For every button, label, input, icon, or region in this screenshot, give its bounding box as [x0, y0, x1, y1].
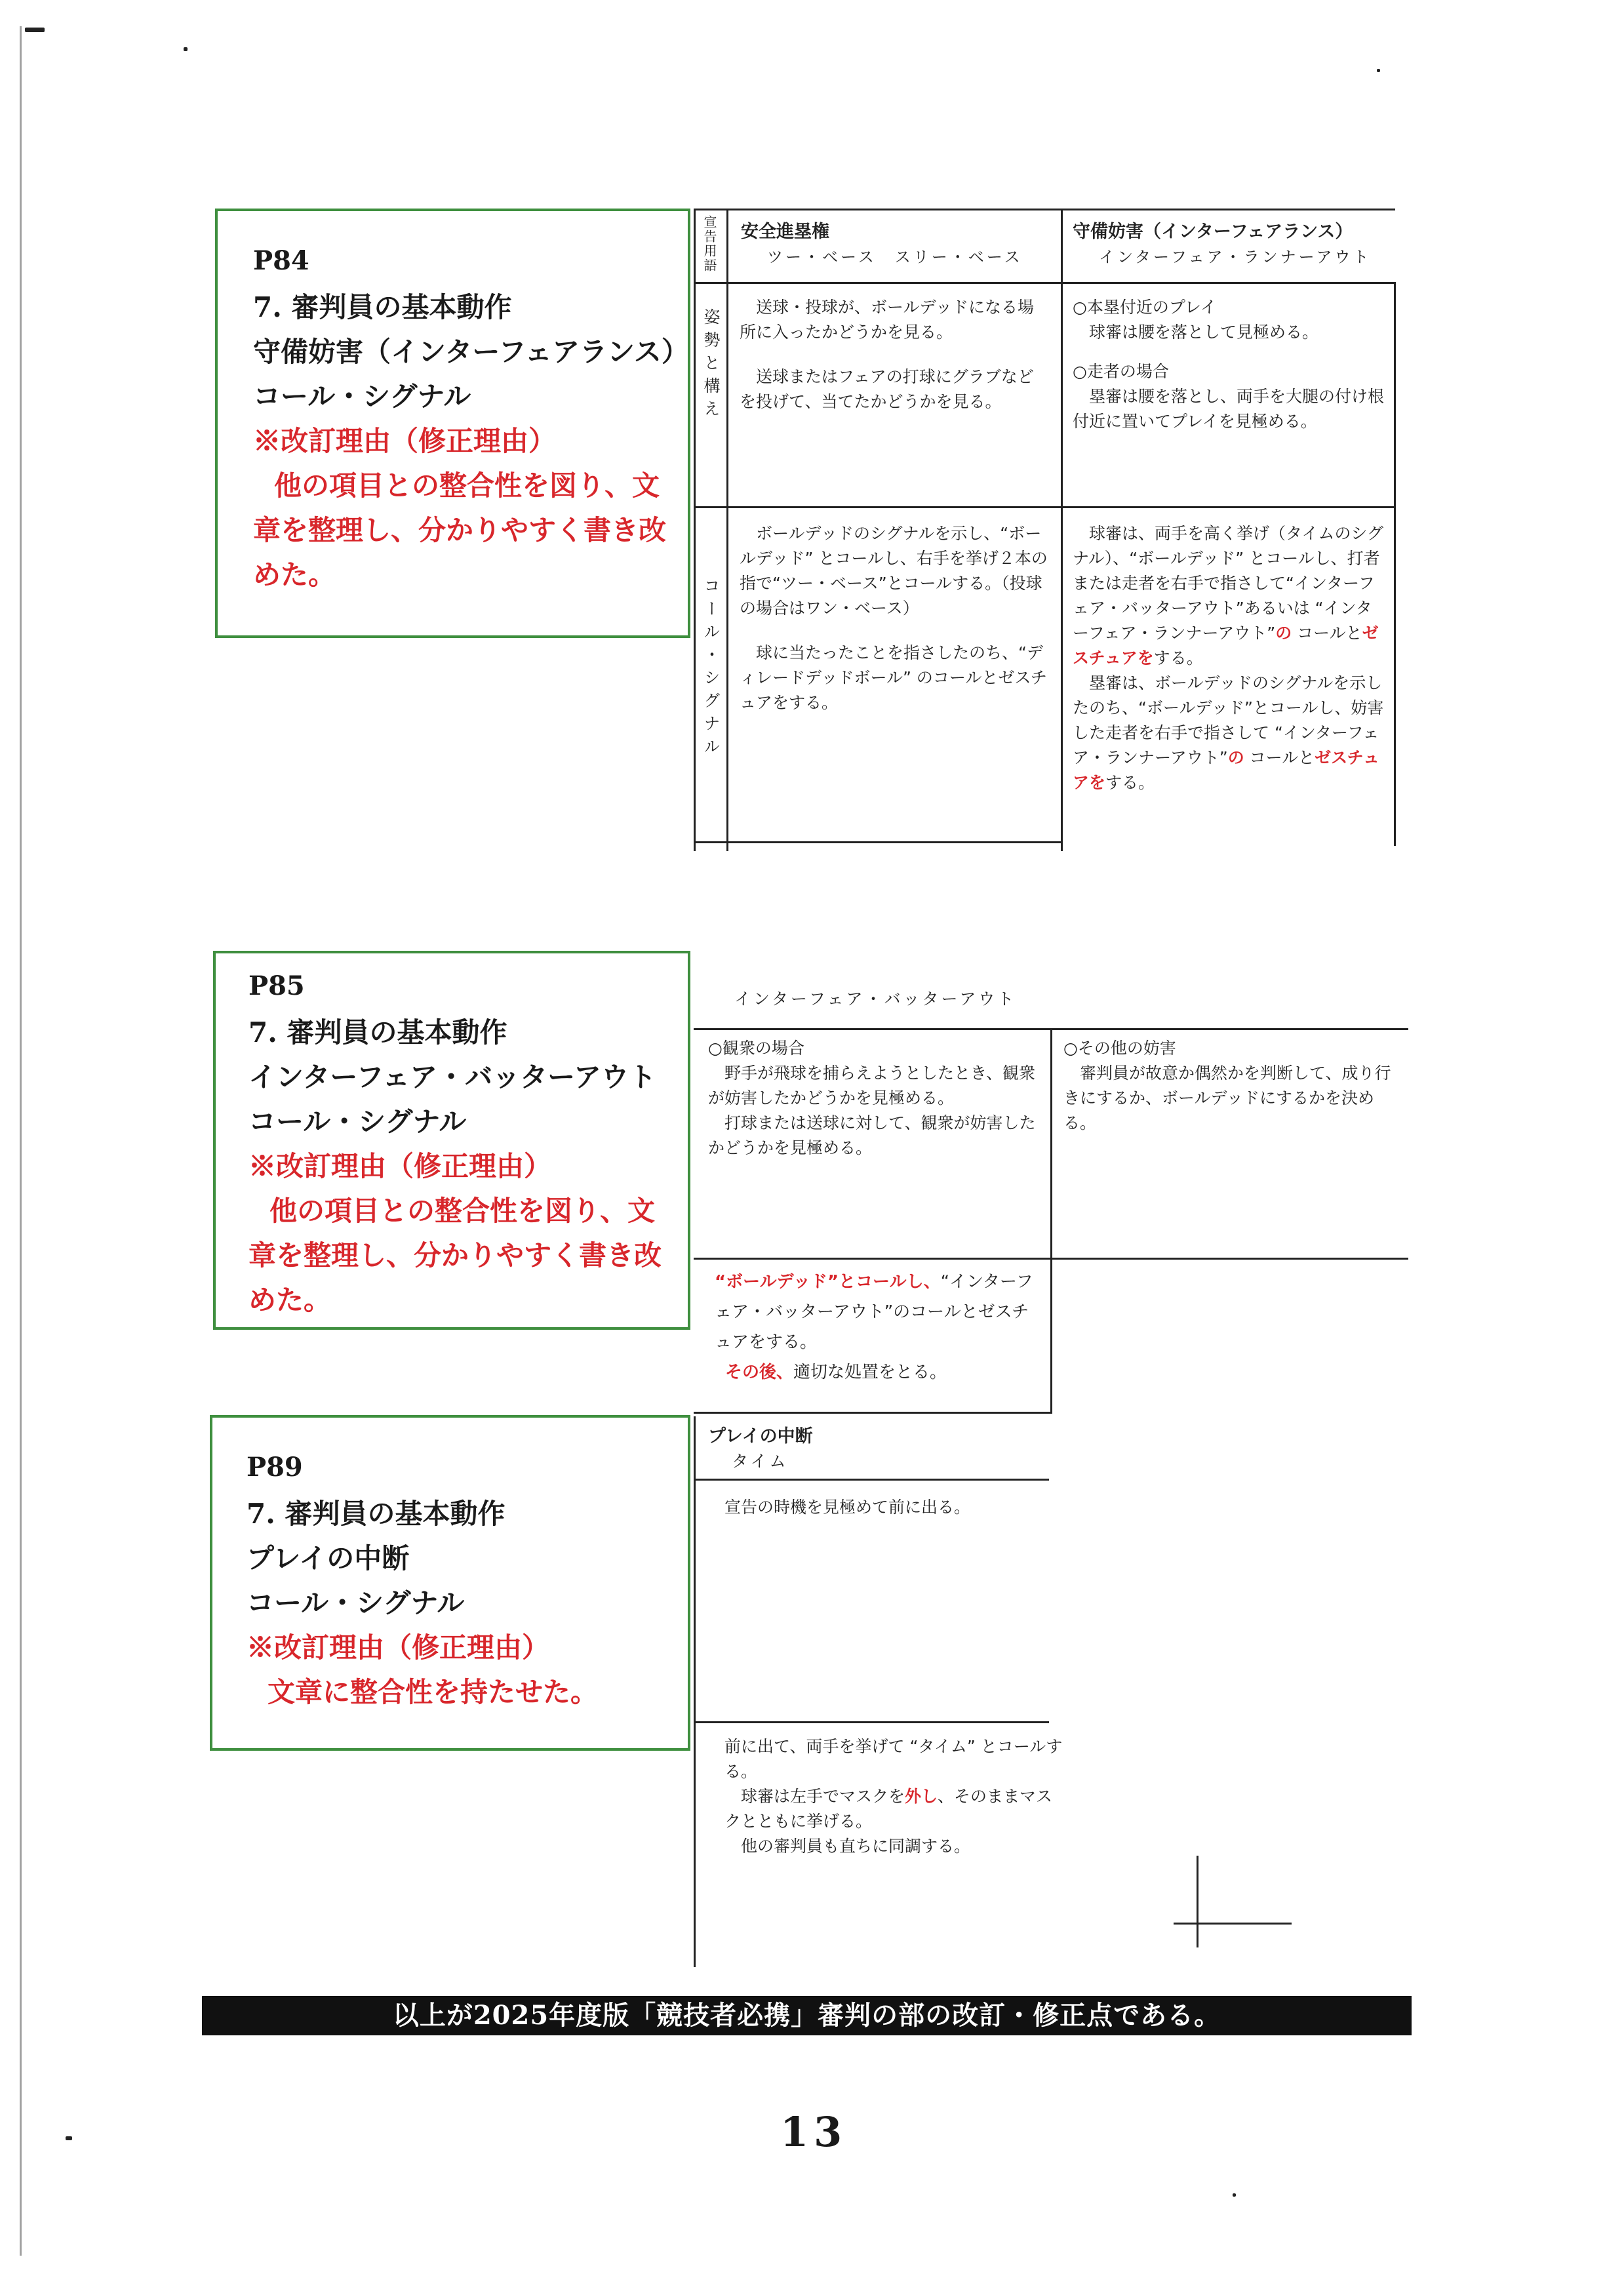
revision-box-p89	[210, 1415, 690, 1751]
text: する。	[1153, 649, 1203, 668]
col-title: 安全進塁権	[741, 222, 829, 242]
revision-reason-text: めた。	[248, 1284, 332, 1316]
revision-reason-label: ※改訂理由（修正理由）	[248, 1150, 552, 1182]
revised-text: ゼスチュアを	[1073, 624, 1379, 668]
cell-safe-advance-stance	[740, 295, 1048, 414]
revision-reason-text: 章を整理し、分かりやすく書き改	[253, 514, 667, 546]
revised-text: 外し	[905, 1787, 938, 1806]
col-title: 守備妨害（インターフェアランス）	[1073, 222, 1353, 242]
cell-time-stance: 宣告の時機を見極めて前に出る。	[724, 1498, 971, 1517]
cell-interference-stance	[1073, 295, 1387, 434]
cell-spectator-case	[708, 1036, 1039, 1161]
revision-reason-text: 章を整理し、分かりやすく書き改	[248, 1239, 662, 1271]
section-title: 7. 審判員の基本動作	[248, 1016, 507, 1048]
item-title: 守備妨害（インターフェアランス）	[253, 336, 689, 368]
page-ref: P89	[247, 1452, 303, 1483]
revision-reason-text: めた。	[253, 559, 336, 591]
row-header-call-signal: コール・シグナル	[702, 577, 721, 761]
col-subtitle: インターフェア・ランナーアウト	[1099, 248, 1372, 266]
revision-box-p85	[213, 951, 690, 1330]
page-ref: P84	[253, 245, 309, 276]
revision-box-p84	[215, 209, 690, 638]
col-subtitle: タイム	[732, 1452, 789, 1471]
text: コールと	[1292, 624, 1362, 643]
revision-reason-label: ※改訂理由（修正理由）	[253, 425, 557, 457]
revision-reason-text: 他の項目との整合性を図り、文	[269, 1195, 656, 1227]
paragraph: 球審は腰を落として見極める。	[1089, 323, 1319, 342]
scan-speck	[66, 2136, 72, 2140]
text: 球審は、両手を高く挙げ（タイムのシグナル）、“ボールデッド” とコールし、打者または走者を右手で指さして“インターフェア・バッターアウト”あるいは “インターフェア・ランナーアウト”	[1073, 524, 1384, 643]
col-header-time	[708, 1424, 1036, 1474]
paragraph: 送球・投球が、ボールデッドになる場所に入ったかどうかを見る。	[740, 298, 1035, 342]
paragraph: 打球または送球に対して、観衆が妨害したかどうかを見極める。	[708, 1113, 1036, 1157]
col-header-interference	[1073, 220, 1394, 269]
page-number: 13	[780, 2108, 848, 2156]
cell-interference-call	[1073, 521, 1387, 795]
scan-speck	[25, 28, 45, 32]
cell-other-interference	[1063, 1036, 1398, 1136]
section-title: 7. 審判員の基本動作	[253, 291, 512, 323]
item-subtitle: コール・シグナル	[247, 1587, 465, 1619]
case-heading: ○その他の妨害	[1063, 1039, 1176, 1058]
paragraph: 審判員が故意か偶然かを判断して、成り行きにするか、ボールデッドにするかを決める。	[1063, 1064, 1391, 1132]
case-heading: ○本塁付近のプレイ	[1073, 298, 1217, 317]
paragraph: 前に出て、両手を挙げて “タイム” とコールする。	[724, 1737, 1063, 1781]
paragraph: 塁審は腰を落とし、両手を大腿の付け根付近に置いてプレイを見極める。	[1073, 387, 1385, 431]
revised-text: ゼスチュアを	[1073, 748, 1379, 792]
paragraph	[1073, 671, 1387, 795]
cell-batter-out-call	[715, 1267, 1042, 1387]
text: “インターフェア・バッターアウト”のコールとゼスチュアをする。	[715, 1272, 1033, 1352]
text: 塁審は、ボールデッドのシグナルを示したのち、“ボールデッド”とコールし、妨害した走者を右手で指さして “インターフェア・ランナーアウト”	[1073, 673, 1384, 767]
cell-safe-advance-call	[740, 521, 1048, 715]
cell-time-call	[724, 1734, 1065, 1859]
scan-speck	[1377, 69, 1380, 72]
col-subtitle: ツー・ベース スリー・ベース	[767, 248, 1023, 266]
case-heading: ○観衆の場合	[708, 1039, 804, 1058]
col-header-safe-advance	[741, 220, 1049, 269]
revised-text: の	[1275, 624, 1292, 643]
text: 、そのままマスクとともに挙げる。	[724, 1787, 1053, 1831]
scan-margin-line	[20, 26, 22, 2256]
text: する。	[1105, 773, 1155, 792]
revised-text: その後、	[725, 1363, 794, 1382]
revision-reason-text: 文章に整合性を持たせた。	[267, 1676, 599, 1708]
scan-speck	[1233, 2193, 1236, 2197]
section-title: 7. 審判員の基本動作	[247, 1498, 505, 1530]
item-subtitle: コール・シグナル	[253, 380, 471, 412]
paragraph: 他の審判員も直ちに同調する。	[741, 1837, 971, 1856]
item-title: プレイの中断	[247, 1542, 410, 1574]
row-header-stance: 姿勢と構え	[702, 308, 721, 423]
summary-banner: 以上が2025年度版「競技者必携」審判の部の改訂・修正点である。	[202, 1996, 1412, 2035]
item-title: インターフェア・バッターアウト	[248, 1061, 657, 1093]
paragraph: 球に当たったことを指さしたのち、“ディレードデッドボール” のコールとゼスチュアをする。	[740, 643, 1047, 712]
item-subtitle: コール・シグナル	[248, 1106, 467, 1138]
scan-speck	[184, 47, 188, 51]
revised-text: の	[1227, 748, 1244, 767]
col-header-batter-out: インターフェア・バッターアウト	[734, 989, 1017, 1008]
row-header-call-term: 宣告用語	[702, 215, 717, 273]
revision-reason-label: ※改訂理由（修正理由）	[247, 1631, 550, 1664]
paragraph: 野手が飛球を捕らえようとしたとき、観衆が妨害したかどうかを見極める。	[708, 1064, 1036, 1108]
text: コールと	[1244, 748, 1315, 767]
revised-text: “ボールデッド”とコールし、	[715, 1272, 941, 1292]
text: 球審は左手でマスクを	[741, 1787, 905, 1806]
paragraph: 送球またはフェアの打球にグラブなどを投げて、当てたかどうかを見る。	[740, 367, 1034, 411]
case-heading: ○走者の場合	[1073, 362, 1169, 381]
paragraph	[1073, 521, 1387, 671]
paragraph	[724, 1784, 1065, 1834]
page-ref: P85	[248, 970, 305, 1001]
revision-reason-text: 他の項目との整合性を図り、文	[274, 469, 660, 502]
col-title: プレイの中断	[708, 1426, 813, 1447]
text: 適切な処置をとる。	[793, 1363, 947, 1382]
paragraph: ボールデッドのシグナルを示し、“ボールデッド” とコールし、右手を挙げ２本の指で“ツー・ベース”とコールする。（投球の場合はワン・ベース）	[740, 524, 1048, 618]
